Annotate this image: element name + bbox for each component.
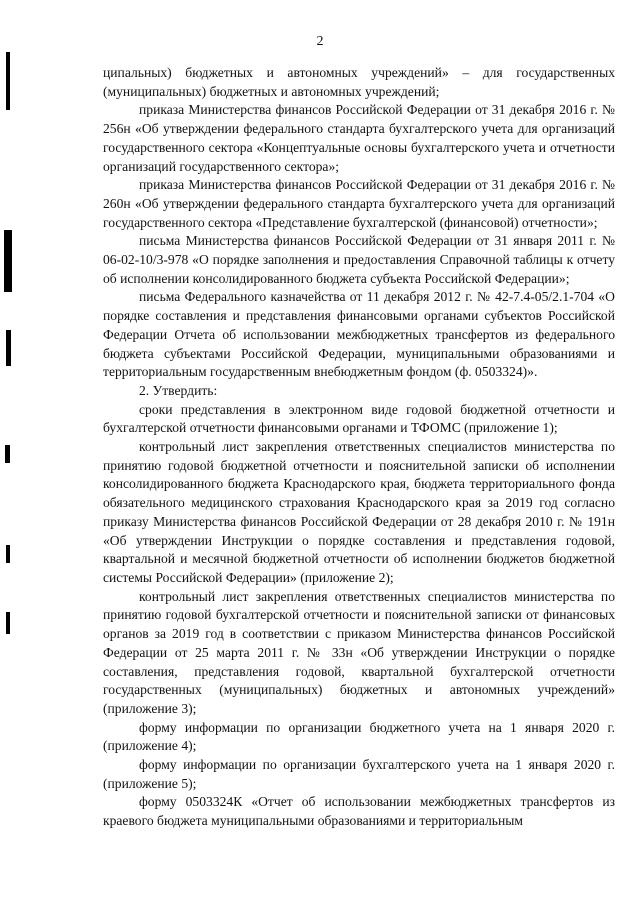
page-number: 2 <box>316 34 324 49</box>
scan-edge-mark <box>4 230 12 292</box>
section-heading: 2. Утвердить: <box>139 382 218 398</box>
paragraph: письма Министерства финансов Российской Федерации от 31 января 2011 г. № 06-02-10/3-978 «О порядке заполнения и предоставления Справочной таблицы к отчету об исполнении консолидированного бюджета субъекта Российской Федерации»; <box>103 233 615 286</box>
paragraph: форму 0503324К «Отчет об использовании межбюджетных трансфертов из краевого бюджета муниципальными образованиями и территориальным <box>103 794 615 829</box>
paragraph: сроки представления в электронном виде годовой бюджетной отчетности и бухгалтерской отчетности финансовыми органами и ТФОМС (приложение 1); <box>103 401 615 436</box>
paragraph: форму информации по организации бюджетного учета на 1 января 2020 г. (приложение 4); <box>103 719 615 754</box>
paragraph: контрольный лист закрепления ответственных специалистов министерства по принятию годовой бухгалтерской отчетности и пояснительной записки от финансовых органов за 2019 год в соответствии с приказом Министерства финансов Российской Федерации от 25 марта 2011 г. № 33н «Об утверждении Инструкции о порядке составления, представления годовой, квартальной бухгалтерской отчетности государственных (муниципальных) бюджетных и автономных учреждений» (приложение 3); <box>103 588 615 716</box>
scan-edge-mark <box>6 52 10 110</box>
document-body <box>103 64 615 831</box>
paragraph: форму информации по организации бухгалтерского учета на 1 января 2020 г. (приложение 5); <box>103 757 615 791</box>
paragraph: приказа Министерства финансов Российской Федерации от 31 декабря 2016 г. № 256н «Об утверждении федерального стандарта бухгалтерского учета для организаций государственного сектора «Концептуальные основы бухгалтерского учета и отчетности организаций государственного сектора»; <box>103 102 615 174</box>
scan-edge-mark <box>6 330 11 366</box>
paragraph: письма Федерального казначейства от 11 декабря 2012 г. № 42-7.4-05/2.1-704 «О порядке составления и представления финансовыми органами субъектов Российской Федерации Отчета об использовании межбюджетных трансфертов из федерального бюджета субъектами Российской Федерации, муниципальными образованиями и территориальным государственным внебюджетным фондом (ф. 0503324)». <box>103 289 615 380</box>
paragraph: контрольный лист закрепления ответственных специалистов министерства по принятию годовой бюджетной отчетности и пояснительной записки об исполнении консолидированного бюджета Краснодарского края, бюджета территориального фонда обязательного медицинского страхования Краснодарского края за 2019 год согласно приказу Министерства финансов Российской Федерации от 28 декабря 2010 г. № 191н «Об утверждении Инструкции о порядке составления и представления годовой, квартальной и месячной бюджетной отчетности об исполнении бюджетов бюджетной системы Российской Федерации» (приложение 2); <box>103 439 615 585</box>
scan-edge-mark <box>6 545 10 563</box>
paragraph: ципальных) бюджетных и автономных учреждений» – для государственных (муниципальных) бюджетных и автономных учреждений; <box>103 65 615 99</box>
scan-edge-mark <box>6 612 10 634</box>
paragraph: приказа Министерства финансов Российской Федерации от 31 декабря 2016 г. № 260н «Об утверждении федерального стандарта бухгалтерского учета для организаций государственного сектора «Представление бухгалтерской (финансовой) отчетности»; <box>103 177 615 230</box>
scan-edge-mark <box>5 445 10 463</box>
